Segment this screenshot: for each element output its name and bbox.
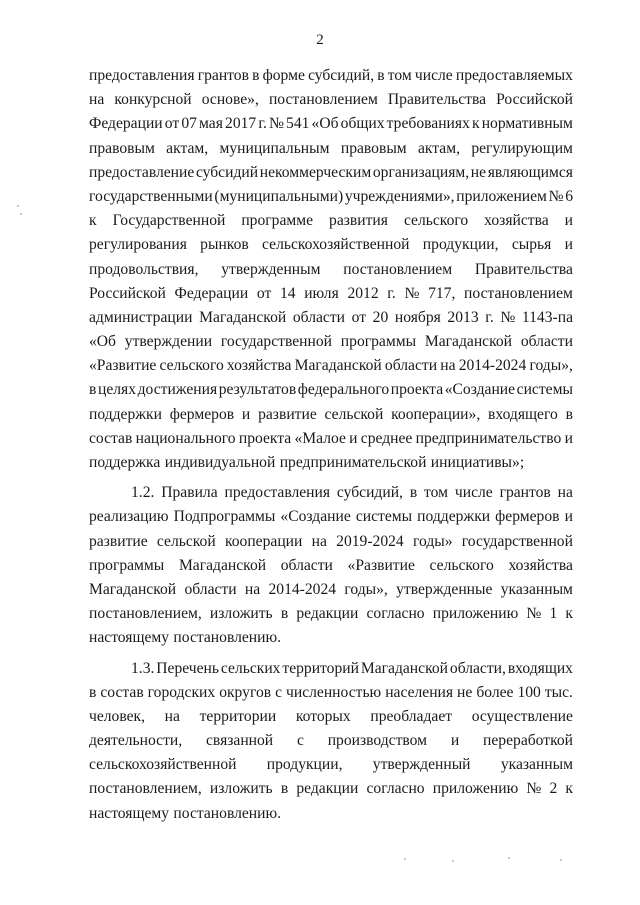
text-line: состав национального проекта «Малое и среднее предпринимательство и: [89, 429, 573, 447]
text-line: правовым актам, муниципальным правовым актам, регулирующим: [89, 139, 573, 157]
paragraph-p3: [89, 657, 573, 826]
text-line: продовольствия, утвержденным постановлением Правительства: [89, 260, 573, 278]
text-line: постановлением, изложить в редакции согласно приложению № 2 к: [89, 780, 573, 798]
text-line: Федерации от 07 мая 2017 г. № 541 «Об общих требованиях к нормативным: [89, 115, 573, 133]
text-line: программы Магаданской области «Развитие сельского хозяйства: [89, 556, 573, 574]
scan-speck: [452, 860, 454, 862]
text-line: регулирования рынков сельскохозяйственной продукции, сырья и: [89, 236, 573, 254]
text-line: реализацию Подпрограммы «Создание системы поддержки фермеров и: [89, 508, 573, 526]
scan-speck: [20, 213, 22, 215]
text-line: предоставления грантов в форме субсидий, в том числе предоставляемых: [89, 67, 573, 84]
text-line: на конкурсной основе», постановлением Правительства Российской: [89, 91, 573, 109]
text-line: в состав городских округов с численностью населения не более 100 тыс.: [89, 683, 573, 701]
text-line: государственными (муниципальными) учреждениями», приложением № 6: [89, 187, 573, 205]
document-body: [89, 64, 573, 826]
text-line: администрации Магаданской области от 20 ноября 2013 г. № 1143-па: [89, 308, 573, 326]
paragraph-p2: [89, 481, 573, 650]
scan-speck: [560, 859, 562, 861]
text-line: «Об утверждении государственной программы Магаданской области: [89, 333, 573, 351]
scan-speck: [508, 857, 510, 859]
page-number: 2: [316, 32, 324, 48]
text-line: Российской Федерации от 14 июля 2012 г. № 717, постановлением: [89, 284, 573, 302]
text-line: деятельности, связанной с производством и переработкой: [89, 732, 573, 750]
text-line: развитие сельской кооперации на 2019-2024 годы» государственной: [89, 532, 573, 550]
text-line: к Государственной программе развития сельского хозяйства и: [89, 212, 573, 230]
text-line: человек, на территории которых преобладает осуществление: [89, 707, 573, 725]
text-line: в целях достижения результатов федерального проекта «Создание системы: [89, 381, 573, 399]
scan-speck: [17, 205, 19, 207]
text-line: постановлением, изложить в редакции согласно приложению № 1 к: [89, 605, 573, 623]
text-line: 1.3. Перечень сельских территорий Магаданской области, входящих: [131, 659, 573, 677]
text-line: поддержка индивидуальной предпринимательской инициативы»;: [89, 454, 525, 471]
text-line: поддержки фермеров и развитие сельской кооперации», входящего в: [89, 405, 573, 423]
text-line: 1.2. Правила предоставления субсидий, в том числе грантов на: [131, 484, 573, 502]
text-line: настоящему постановлению.: [89, 804, 282, 822]
text-line: «Развитие сельского хозяйства Магаданской области на 2014-2024 годы»,: [89, 357, 573, 375]
text-line: настоящему постановлению.: [89, 629, 282, 647]
text-line: предоставление субсидий некоммерческим организациям, не являющимся: [89, 163, 573, 181]
text-line: сельскохозяйственной продукции, утвержденный указанным: [89, 756, 573, 774]
text-line: Магаданской области на 2014-2024 годы», утвержденные указанным: [89, 580, 573, 598]
paragraph-p1: [89, 64, 573, 475]
scan-speck: [404, 858, 406, 860]
